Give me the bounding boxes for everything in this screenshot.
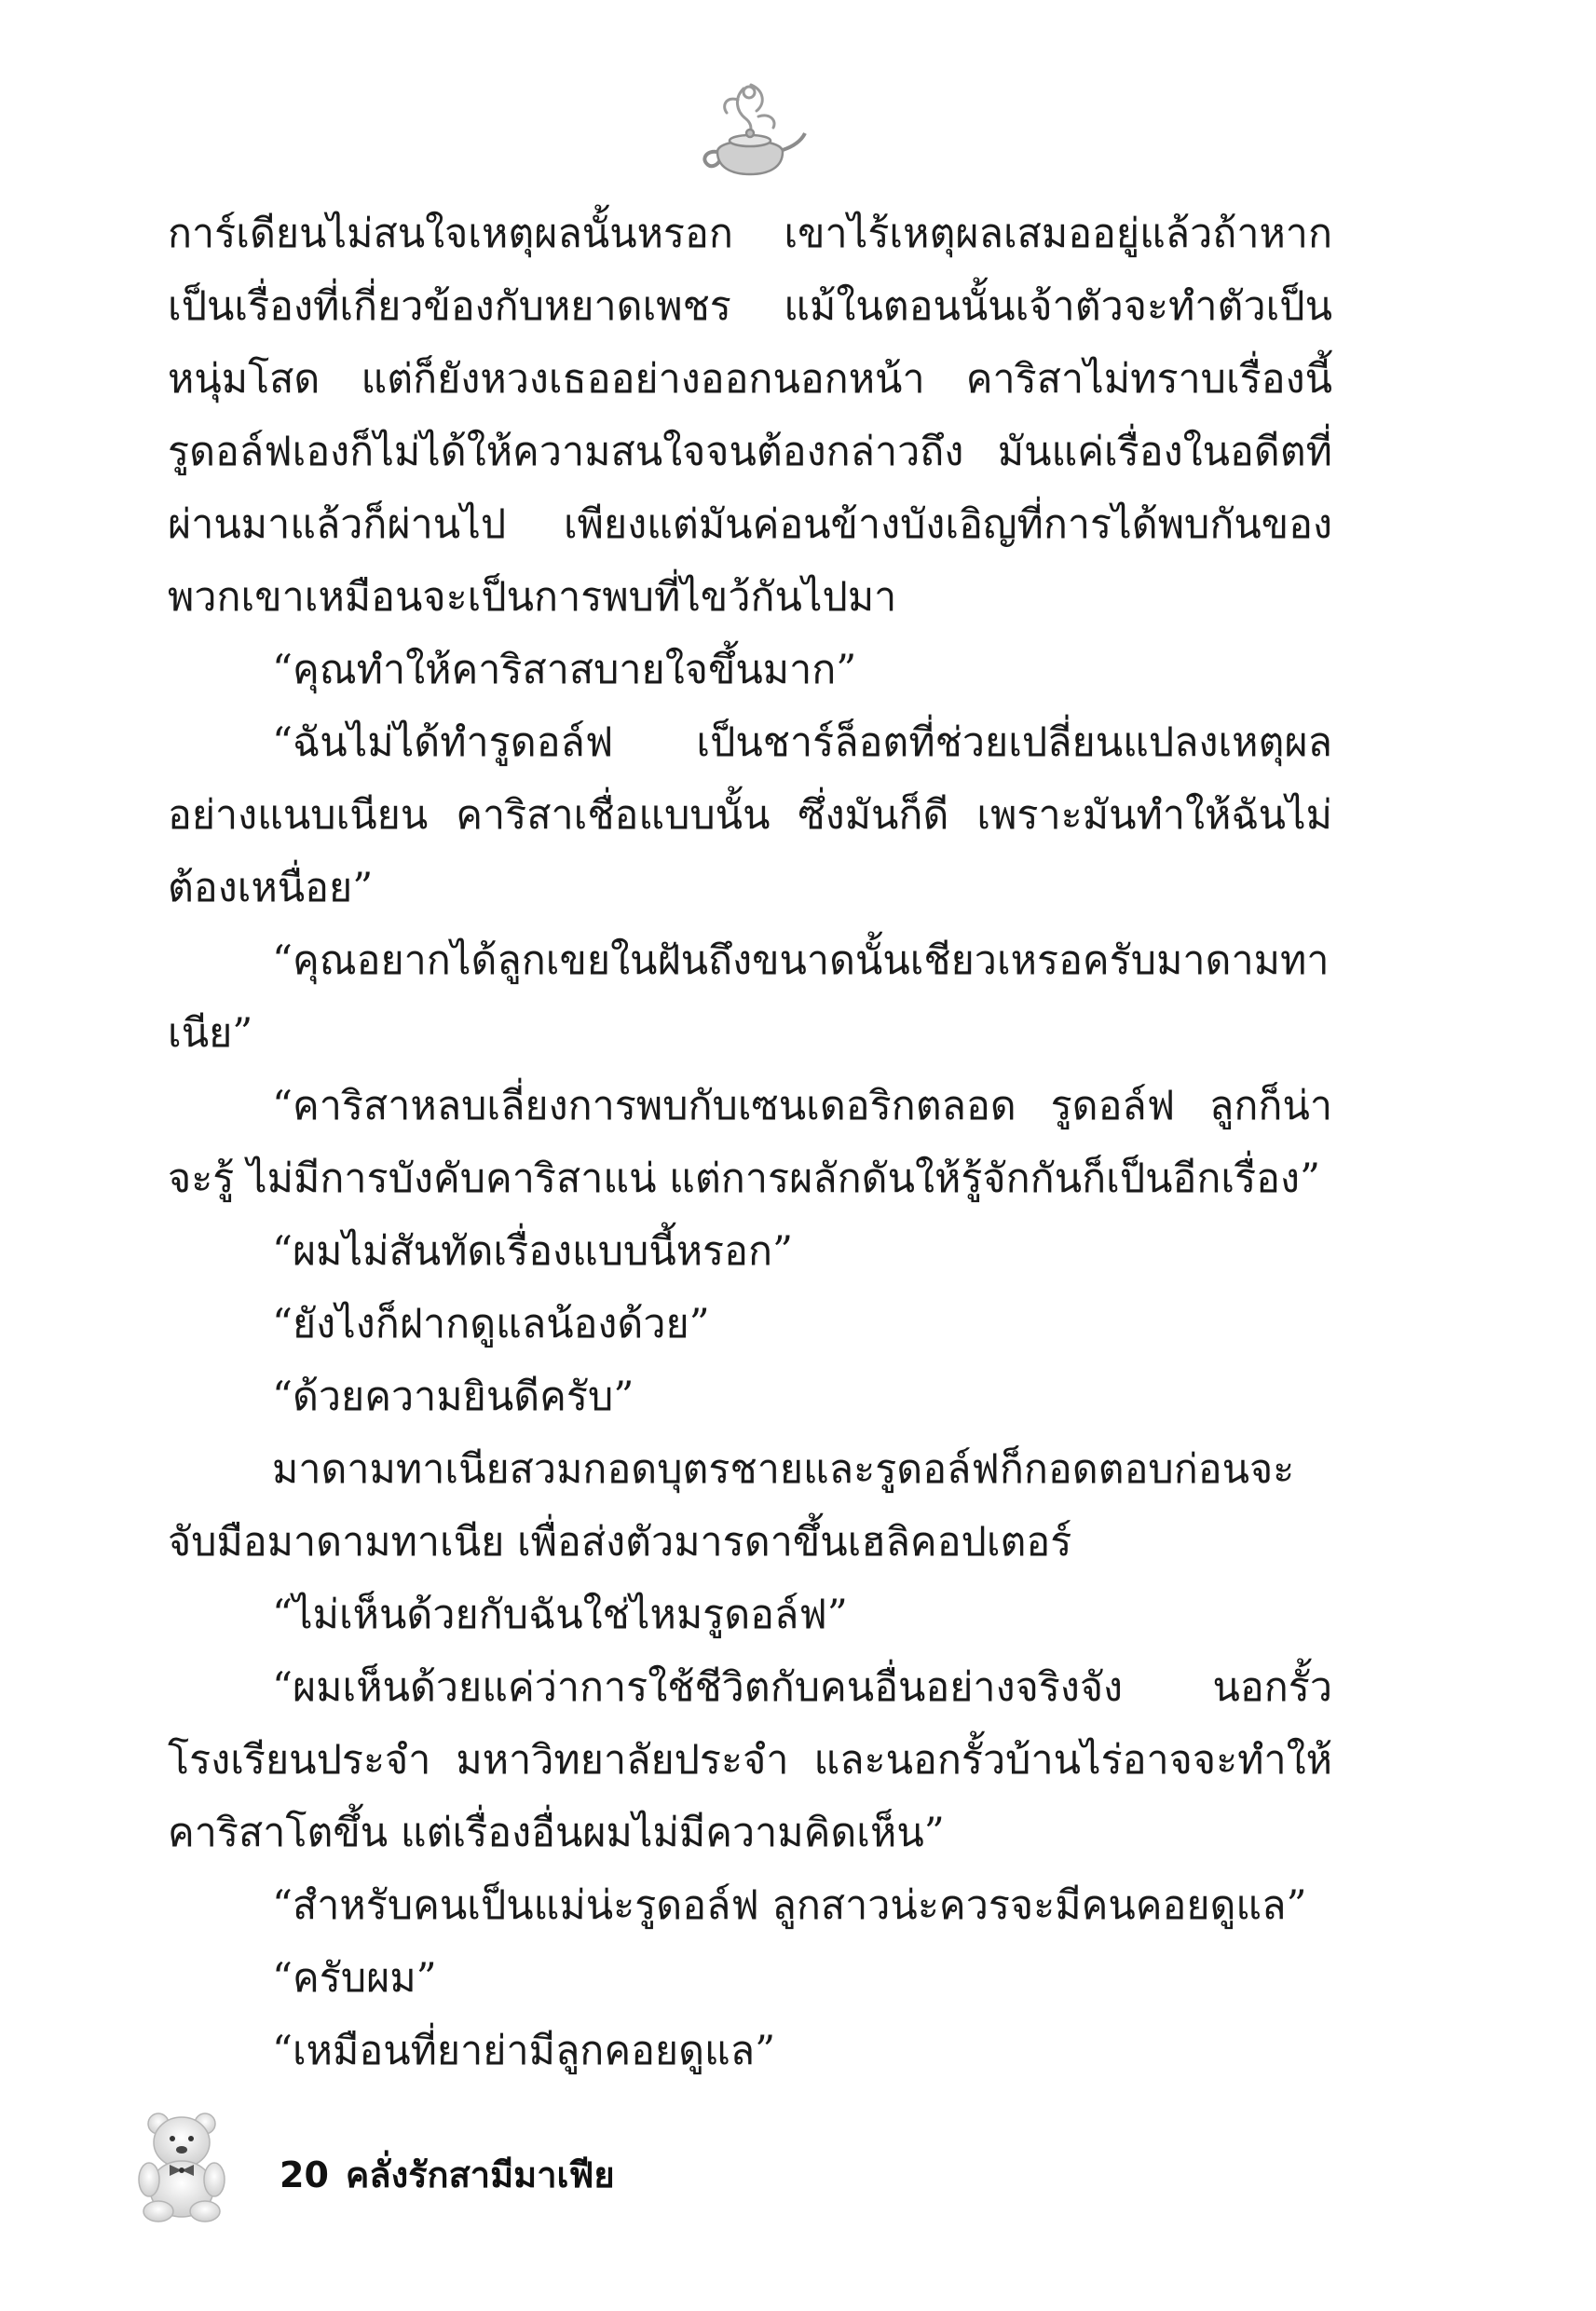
paragraph: “คุณทำให้คาริสาสบายใจขึ้นมาก” [272, 647, 857, 693]
paragraph: “ด้วยความยินดีครับ” [272, 1374, 634, 1420]
paragraph: “ไม่เห็นด้วยกับฉันใช่ไหมรูดอล์ฟ” [272, 1592, 848, 1638]
teapot-fairy-ornament-icon [689, 79, 811, 182]
paragraph: “คาริสาหลบเลี่ยงการพบกับเซนเดอริกตลอด รูดอล์ฟ ลูกก็น่าจะรู้ ไม่มีการบังคับคาริสาแน่ แต่การผลักดันให้รู้จักกันก็เป็นอีกเรื่อง” [168, 1083, 1332, 1202]
teddy-bear-icon [130, 2111, 233, 2222]
page-folio [280, 2146, 615, 2203]
paragraph: “ผมไม่สันทัดเรื่องแบบนี้หรอก” [272, 1228, 793, 1275]
paragraph: “เหมือนที่ยาย่ามีลูกคอยดูแล” [272, 2028, 776, 2074]
paragraph: “ฉันไม่ได้ทำรูดอล์ฟ เป็นชาร์ล็อตที่ช่วยเปลี่ยนแปลงเหตุผลอย่างแนบเนียน คาริสาเชื่อแบบนั้น ซึ่งมันก็ดี เพราะมันทำให้ฉันไม่ต้องเหนื่อย” [168, 719, 1332, 911]
body-text [168, 198, 1332, 2087]
page-number: 20 [280, 2154, 329, 2195]
paragraph: มาดามทาเนียสวมกอดบุตรชายและรูดอล์ฟก็กอดตอบก่อนจะจับมือมาดามทาเนีย เพื่อส่งตัวมารดาขึ้นเฮลิคอปเตอร์ [168, 1446, 1295, 1566]
paragraph: การ์เดียนไม่สนใจเหตุผลนั้นหรอก เขาไร้เหตุผลเสมออยู่แล้วถ้าหากเป็นเรื่องที่เกี่ยวข้องกับหยาดเพชร แม้ในตอนนั้นเจ้าตัวจะทำตัวเป็นหนุ่มโสด แต่ก็ยังหวงเธออย่างออกนอกหน้า คาริสาไม่ทราบเรื่องนี้ รูดอล์ฟเองก็ไม่ได้ให้ความสนใจจนต้องกล่าวถึง มันแค่เรื่องในอดีตที่ผ่านมาแล้วก็ผ่านไป เพียงแต่มันค่อนข้างบังเอิญที่การได้พบกันของพวกเขาเหมือนจะเป็นการพบที่ไขว้กันไปมา [168, 211, 1332, 621]
paragraph: “สำหรับคนเป็นแม่น่ะรูดอล์ฟ ลูกสาวน่ะควรจะมีคนคอยดูแล” [272, 1882, 1307, 1929]
paragraph: “ครับผม” [272, 1955, 437, 2002]
book-title: คลั่งรักสามีมาเฟีย [345, 2154, 615, 2195]
paragraph: “ผมเห็นด้วยแค่ว่าการใช้ชีวิตกับคนอื่นอย่างจริงจัง นอกรั้วโรงเรียนประจำ มหาวิทยาลัยประจำ และนอกรั้วบ้านไร่อาจจะทำให้คาริสาโตขึ้น แต่เรื่องอื่นผมไม่มีความคิดเห็น” [168, 1664, 1332, 1856]
paragraph: “คุณอยากได้ลูกเขยในฝันถึงขนาดนั้นเชียวเหรอครับมาดามทาเนีย” [168, 937, 1330, 1057]
paragraph: “ยังไงก็ฝากดูแลน้องด้วย” [272, 1301, 710, 1347]
page-footer [130, 2111, 783, 2222]
